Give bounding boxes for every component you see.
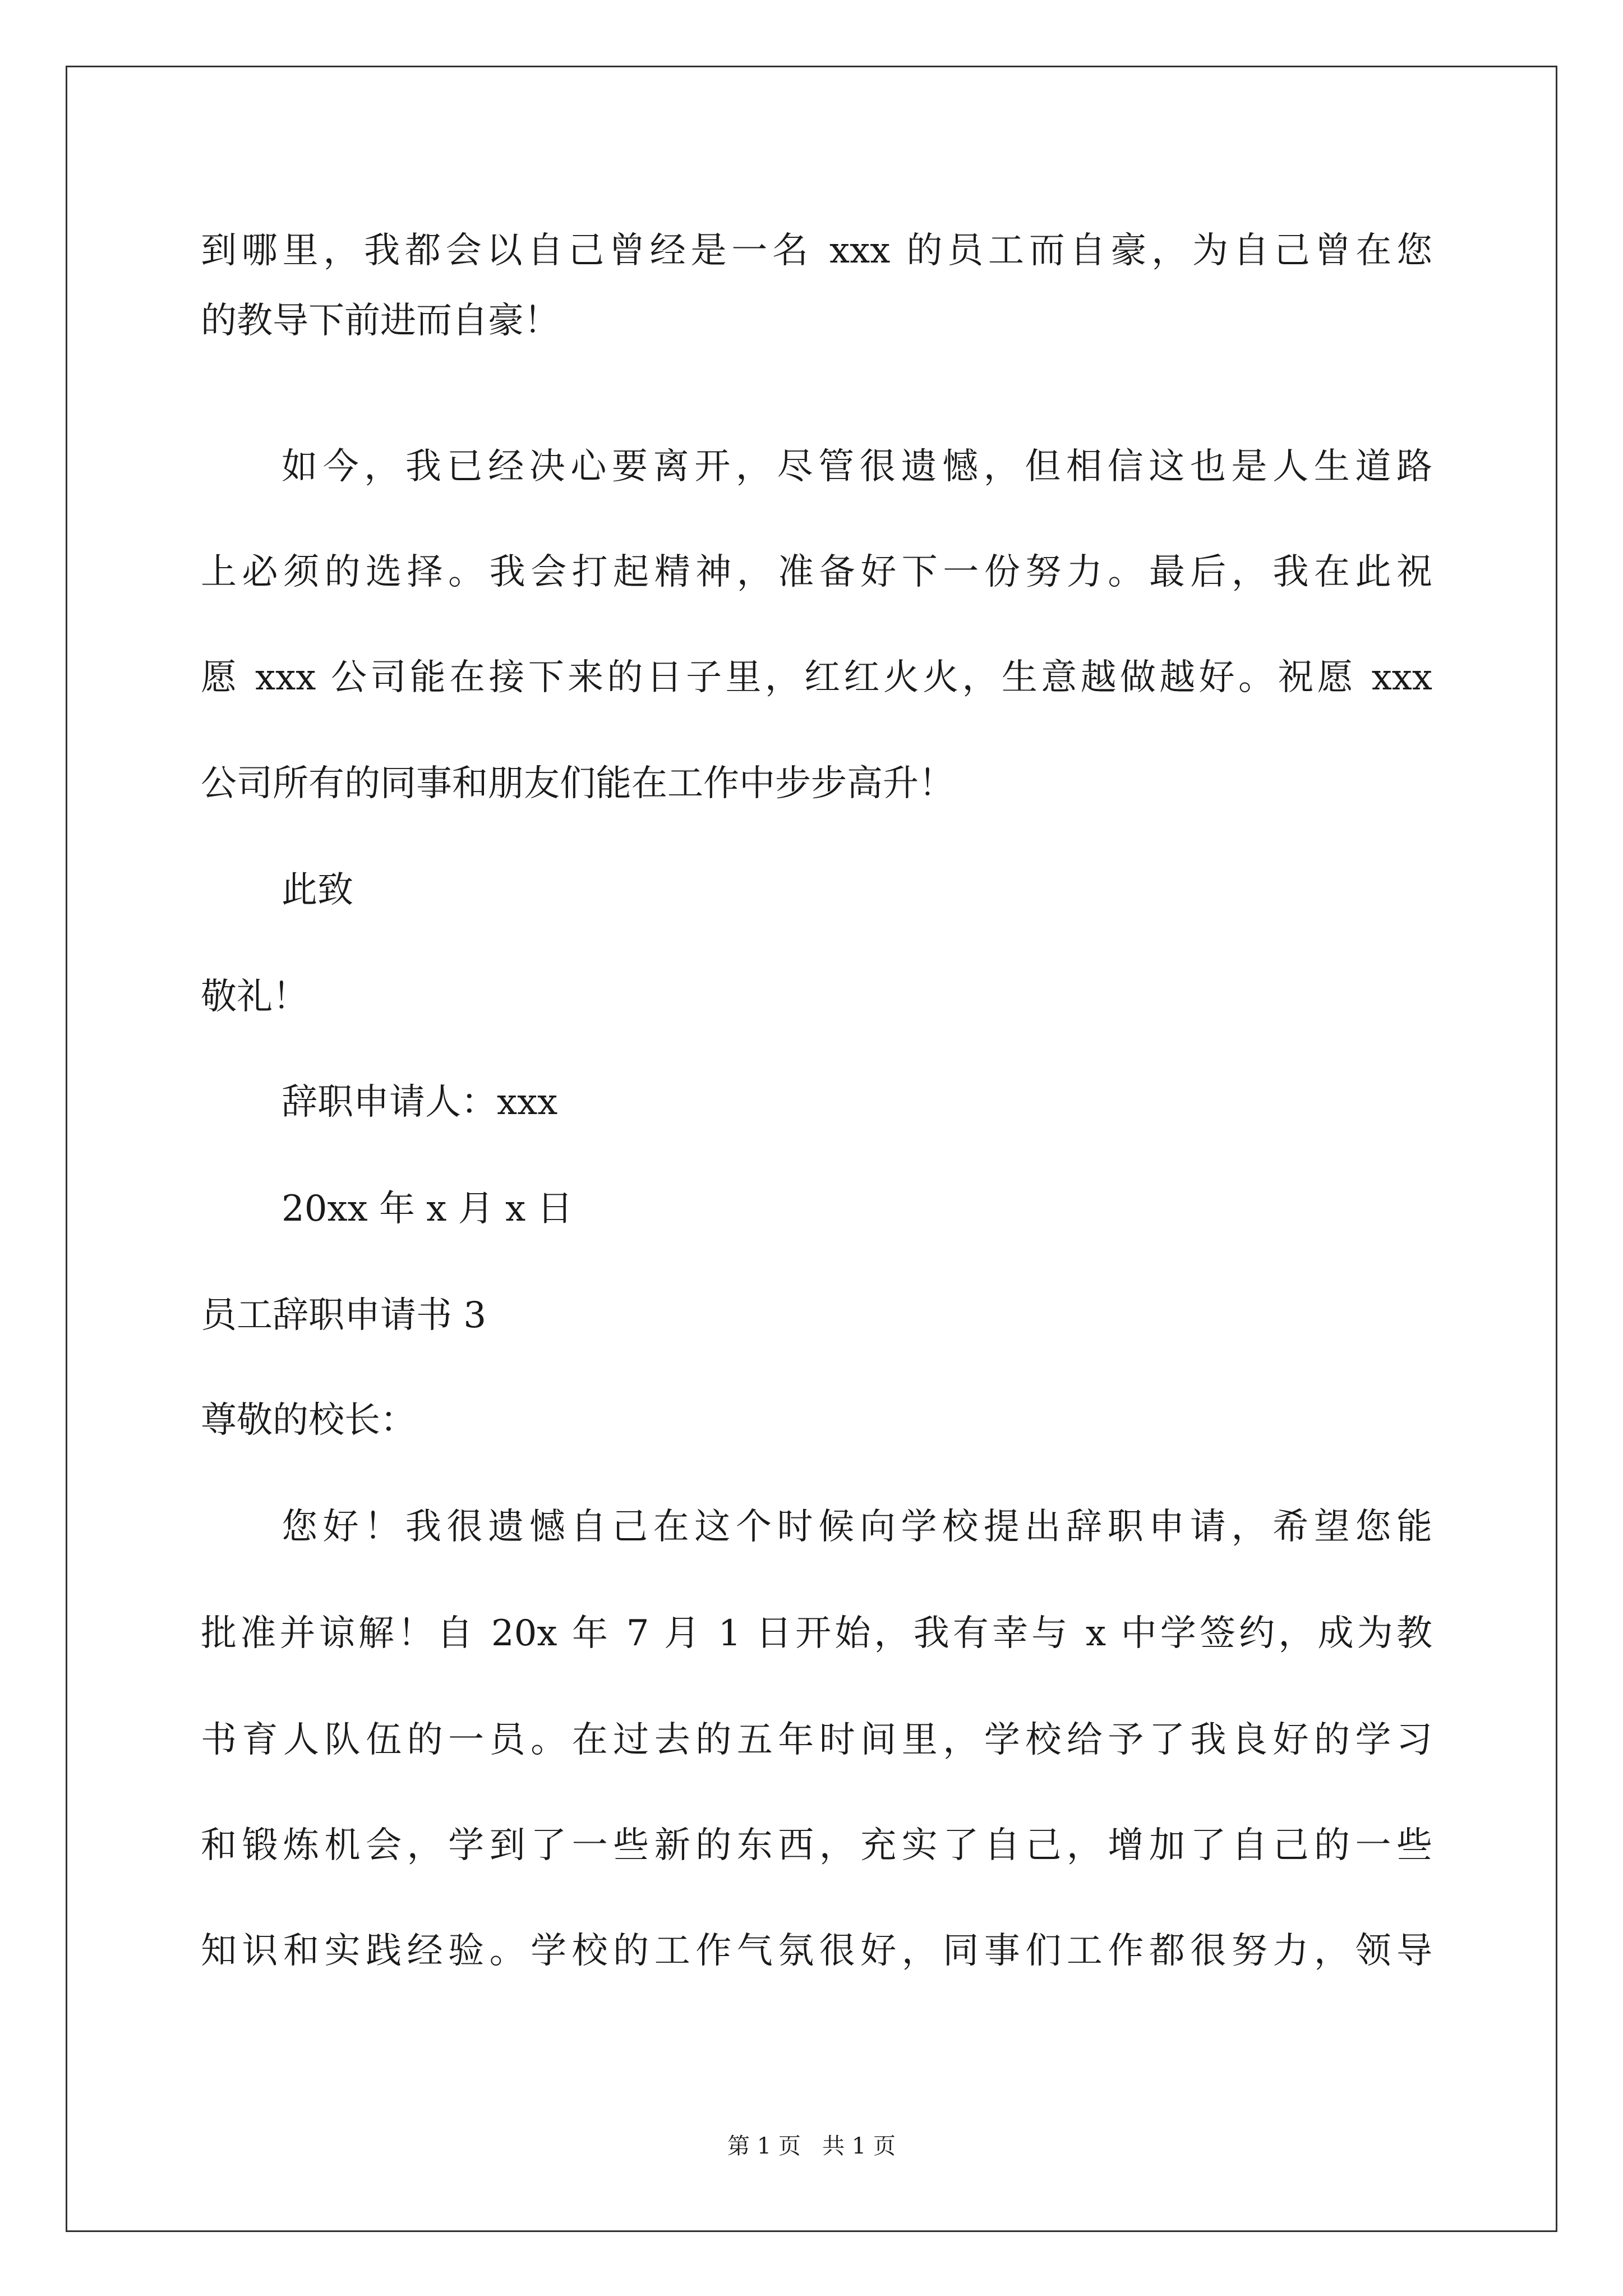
body-line: 和锻炼机会，学到了一些新的东西，充实了自己，增加了自己的一些 — [201, 1825, 1432, 1866]
paragraph-first-line: 如今，我已经决心要离开，尽管很遗憾，但相信这也是人生道路 — [282, 446, 1432, 487]
closing-regards: 敬礼！ — [201, 976, 308, 1018]
recipient-salutation: 尊敬的校长： — [201, 1400, 416, 1441]
document-date: 20xx 年 x 月 x 日 — [282, 1188, 573, 1230]
body-line: 书育人队伍的一员。在过去的五年时间里，学校给予了我良好的学习 — [201, 1719, 1432, 1761]
salutation-closing: 此致 — [282, 869, 353, 911]
body-line: 愿 xxx 公司能在接下来的日子里，红红火火，生意越做越好。祝愿 xxx — [201, 657, 1432, 698]
section-title: 员工辞职申请书 3 — [201, 1295, 487, 1336]
paragraph-first-line: 您好！我很遗憾自己在这个时候向学校提出辞职申请，希望您能 — [282, 1506, 1432, 1548]
body-line: 知识和实践经验。学校的工作气氛很好，同事们工作都很努力，领导 — [201, 1930, 1432, 1972]
body-line: 的教导下前进而自豪！ — [201, 300, 560, 342]
body-line: 公司所有的同事和朋友们能在工作中步步高升！ — [201, 763, 955, 804]
body-line: 批准并谅解！自 20x 年 7 月 1 日开始，我有幸与 x 中学签约，成为教 — [201, 1613, 1432, 1654]
applicant-signature: 辞职申请人：xxx — [282, 1082, 558, 1123]
body-line: 到哪里，我都会以自己曾经是一名 xxx 的员工而自豪，为自己曾在您 — [201, 230, 1432, 272]
body-line: 上必须的选择。我会打起精神，准备好下一份努力。最后，我在此祝 — [201, 551, 1432, 593]
page-footer: 第 1 页 共 1 页 — [727, 2133, 896, 2159]
page-border — [66, 66, 1557, 2232]
